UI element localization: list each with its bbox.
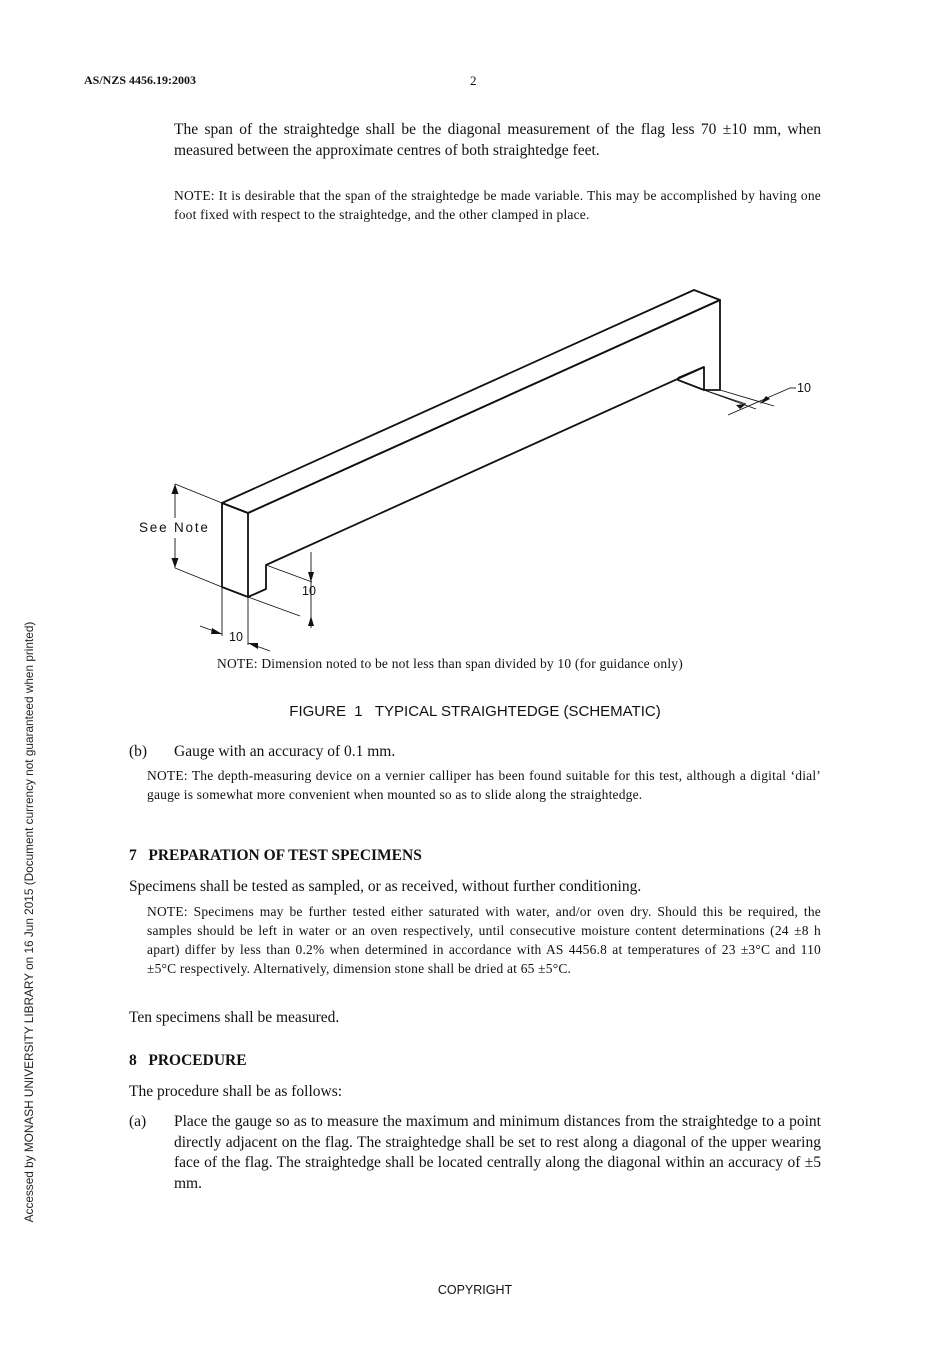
list-item-b xyxy=(129,742,821,764)
list-item-b-text: Gauge with an accuracy of 0.1 mm. xyxy=(174,743,396,760)
list-item-a-label: (a) xyxy=(129,1113,147,1130)
page-number: 2 xyxy=(470,73,477,88)
figure-note: NOTE: Dimension noted to be not less than span divided by 10 (for guidance only) xyxy=(217,656,683,671)
straightedge-left-end-face xyxy=(222,503,248,597)
section-7-heading: 7 PREPARATION OF TEST SPECIMENS xyxy=(129,847,422,864)
ext-line-bottom xyxy=(175,568,222,587)
see-note-label: See Note xyxy=(139,520,210,535)
dim-label-right: 10 xyxy=(797,381,811,395)
section-7-paragraph-2: Ten specimens shall be measured. xyxy=(129,1009,340,1026)
section-7-note: NOTE: Specimens may be further tested either saturated with water, and/or oven dry. Should this be required, the samples should be left in water or an oven respectively, until consecutive moisture content determinations (24 ±8 h apart) differ by less than 0.2% when determined in accordance with AS 4456.8 at temperatures of 23 ±3°C and 110 ±5°C respectively. Alternatively, dimension stone shall be dried at 65 ±5°C. xyxy=(147,904,821,976)
section-7-paragraph: Specimens shall be tested as sampled, or as received, without further conditioning. xyxy=(129,878,642,895)
item-b-note: NOTE: The depth-measuring device on a vernier calliper has been found suitable for this test, although a digital ‘dial’ gauge is somewhat more convenient when mounted so as to slide along the straightedge. xyxy=(147,768,821,802)
span-note: NOTE: It is desirable that the span of the straightedge be made variable. This may be accomplished by having one foot fixed with respect to the straightedge, and the other clamped in place. xyxy=(174,188,821,222)
list-item-a-text: Place the gauge so as to measure the maximum and minimum distances from the straightedge to a point directly adjacent on the flag. The straightedge shall be set to rest along a diagonal of the upper wearing face of the flag. The straightedge shall be located centrally along the diagonal within an accuracy of ±5 mm. xyxy=(174,1113,821,1192)
footer-copyright: COPYRIGHT xyxy=(437,1283,513,1297)
dim-label-foot-width: 10 xyxy=(229,630,243,644)
span-paragraph: The span of the straightedge shall be the diagonal measurement of the flag less 70 ±10 mm, when measured between the approximate centres of both straightedge feet. xyxy=(174,121,821,159)
straightedge-front-face xyxy=(248,300,720,597)
document-id: AS/NZS 4456.19:2003 xyxy=(84,73,197,87)
ext-line-top xyxy=(175,484,222,503)
section-8-intro: The procedure shall be as follows: xyxy=(129,1083,343,1100)
straightedge-top-face xyxy=(222,290,720,513)
list-item-a xyxy=(129,1112,821,1196)
figure-caption: FIGURE 1 TYPICAL STRAIGHTEDGE (SCHEMATIC) xyxy=(289,703,661,720)
list-item-b-label: (b) xyxy=(129,743,148,760)
ext-line-foot-bottom xyxy=(248,597,300,616)
side-watermark: Accessed by MONASH UNIVERSITY LIBRARY on 16 Jun 2015 (Document currency not guaranteed when printed) xyxy=(22,621,36,1223)
right-foot-bottom xyxy=(678,378,704,390)
dim-label-foot-height: 10 xyxy=(302,584,316,598)
section-8-heading: 8 PROCEDURE xyxy=(129,1052,247,1069)
